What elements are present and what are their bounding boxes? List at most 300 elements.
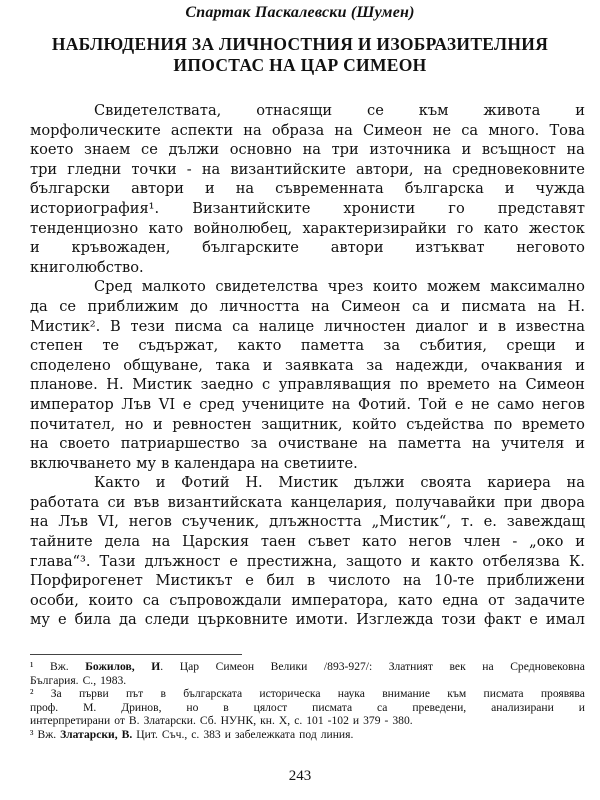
word: български	[30, 180, 111, 198]
body-line	[30, 591, 585, 611]
word: степен	[30, 337, 83, 355]
word: съученик,	[181, 513, 260, 531]
word: бил	[266, 572, 295, 590]
word: три	[331, 141, 359, 159]
body-line	[30, 552, 585, 572]
word: една	[442, 591, 479, 609]
word: представят	[497, 199, 585, 217]
word: аспекти	[170, 121, 234, 139]
word: е	[454, 395, 464, 413]
body-line	[30, 610, 585, 630]
body-line	[30, 140, 585, 160]
word: Фотий	[181, 474, 230, 492]
word: на	[243, 121, 262, 139]
word: го	[456, 219, 474, 237]
word: за	[250, 435, 268, 453]
word: свидетелства	[215, 278, 319, 296]
word: своята	[420, 474, 472, 492]
word: на	[423, 160, 443, 178]
word: почитател,	[30, 415, 116, 433]
word: Цит.	[136, 727, 158, 741]
body-line	[30, 258, 585, 278]
word: длъжността	[269, 513, 362, 531]
word: 379	[363, 714, 381, 728]
word: Вж.	[50, 660, 69, 673]
word: имоти.	[295, 611, 349, 629]
word: към	[418, 102, 449, 119]
word: ¹	[30, 660, 34, 673]
body-line	[30, 356, 585, 376]
word: ревностен	[172, 415, 252, 433]
word: учениците	[241, 395, 325, 413]
word: писмата	[312, 700, 353, 714]
body-line	[30, 179, 585, 199]
word: отнасящи	[256, 102, 333, 119]
word: защото	[346, 552, 402, 570]
word: и	[575, 356, 585, 374]
article-title	[0, 34, 600, 76]
body-line	[30, 219, 585, 239]
word: и	[478, 317, 489, 335]
word: и	[575, 435, 585, 453]
word: му	[136, 454, 157, 472]
word: завеждащ	[506, 513, 585, 531]
word: в	[160, 687, 166, 701]
word: негов	[128, 513, 172, 531]
word: за	[383, 337, 401, 355]
word: особи,	[30, 591, 79, 609]
word: за	[366, 356, 383, 374]
word: очаквания	[480, 356, 563, 374]
page-number: 243	[288, 768, 312, 784]
word: и	[262, 356, 273, 374]
word: глава“³.	[30, 552, 91, 570]
word: 10-те	[434, 572, 475, 590]
word: Мистик	[278, 474, 339, 492]
word: паметта	[397, 435, 462, 453]
word: „око	[529, 533, 564, 551]
word: на	[260, 454, 279, 472]
word: историография¹.	[30, 199, 160, 217]
body-line	[30, 434, 585, 454]
body-line	[30, 375, 585, 395]
word: както	[237, 337, 282, 355]
word: да	[119, 611, 137, 629]
word: цялост	[253, 700, 288, 714]
word: М.	[83, 700, 97, 714]
word: на	[235, 180, 255, 198]
word: към	[447, 687, 467, 701]
word: го	[448, 199, 465, 217]
word: които	[372, 278, 418, 296]
body-line	[30, 395, 585, 415]
word: във	[133, 493, 160, 511]
word: автори	[330, 239, 384, 257]
word: са	[142, 591, 160, 609]
word: в	[223, 700, 229, 714]
word: неговото	[516, 239, 585, 257]
word: съдържат,	[138, 337, 219, 355]
word: чужда	[535, 180, 585, 198]
word: те	[102, 337, 120, 355]
word: светиите.	[283, 454, 358, 472]
word: с.	[294, 714, 303, 728]
word: дължи	[168, 141, 220, 159]
word: е	[229, 552, 238, 570]
word: приближени	[486, 572, 585, 590]
word: паметта	[300, 337, 365, 355]
word: сред	[199, 395, 235, 413]
word: -102	[327, 714, 349, 728]
word: му	[30, 611, 50, 629]
word: Както	[94, 474, 140, 492]
word: заедно	[200, 376, 254, 394]
word: не	[471, 395, 490, 413]
title-line-1: НАБЛЮДЕНИЯ ЗА ЛИЧНОСТНИЯ И ИЗОБРАЗИТЕЛНИЯ	[51, 34, 549, 54]
word: в	[497, 317, 507, 335]
word: е.	[483, 513, 497, 531]
word: кръвожаден,	[71, 239, 171, 257]
word: на	[201, 160, 221, 178]
word: византийската	[167, 493, 283, 511]
word: задачите	[514, 591, 585, 609]
word: на	[498, 376, 517, 394]
word: известна	[515, 317, 585, 335]
word: двора	[540, 493, 585, 511]
word: хронисти	[343, 199, 416, 217]
word: морфолическите	[30, 121, 161, 139]
word: линия.	[320, 727, 354, 741]
word: получавайки	[395, 493, 496, 511]
word: императора,	[291, 591, 389, 609]
word: Х,	[278, 714, 291, 728]
footnote-separator	[30, 654, 242, 655]
body-line	[30, 121, 585, 141]
word: до	[190, 297, 208, 315]
word: византийските	[230, 160, 346, 178]
word: както	[429, 552, 474, 570]
word: негов	[541, 395, 585, 413]
word: Златарски.	[143, 714, 196, 728]
word: кн.	[260, 714, 275, 728]
word: 380.	[392, 714, 413, 728]
word: така	[215, 356, 251, 374]
body-line	[30, 512, 585, 532]
word: факт	[483, 611, 522, 629]
word: Златарски,	[60, 727, 118, 741]
word: VI	[158, 395, 176, 413]
word: и	[440, 297, 451, 315]
word: първи	[78, 687, 109, 701]
word: можем	[426, 278, 481, 296]
word: книголюбство.	[30, 258, 144, 276]
word: автори	[131, 180, 184, 198]
word: Мистикът	[155, 572, 233, 590]
word: гледни	[67, 160, 122, 178]
word: очистване	[278, 435, 358, 453]
word: в	[306, 572, 316, 590]
word: -	[512, 533, 518, 551]
word: България.	[30, 673, 79, 687]
word: като	[362, 533, 397, 551]
word: са	[377, 700, 388, 714]
footnote-2-line	[30, 687, 585, 701]
word: диалог	[415, 317, 469, 335]
word: Н.	[245, 474, 263, 492]
word: Фотий.	[357, 395, 412, 413]
word: Тази	[99, 552, 136, 570]
word: анализирани	[491, 700, 554, 714]
word: В.	[128, 714, 140, 728]
word: с.	[191, 727, 200, 741]
word: но	[124, 415, 144, 433]
word: българската	[183, 687, 243, 701]
footnote-1-line	[30, 674, 585, 688]
body-line	[30, 101, 585, 121]
word: Лъв	[121, 395, 152, 413]
word: Порфирогенет	[30, 572, 143, 590]
word: на	[482, 660, 494, 673]
footnote-3-line	[30, 728, 585, 742]
word: историческа	[259, 687, 321, 701]
word: средновековните	[452, 160, 585, 178]
word: който	[352, 415, 397, 433]
word: защитник,	[261, 415, 343, 433]
word: Н.	[567, 297, 585, 315]
article-body	[30, 101, 585, 630]
word: Сред	[94, 278, 133, 296]
body-line	[30, 238, 585, 258]
word: патриаршество	[120, 435, 240, 453]
word: на	[537, 297, 557, 315]
word: Лъв	[58, 513, 89, 531]
word: кариера	[487, 474, 551, 492]
word: максимално	[490, 278, 585, 296]
word: приближим	[87, 297, 179, 315]
word: Златният	[388, 660, 433, 673]
word: била	[74, 611, 112, 629]
word: За	[50, 687, 62, 701]
body-line	[30, 454, 585, 474]
word: като	[148, 219, 184, 237]
word: Дринов,	[121, 700, 162, 714]
word: се	[141, 141, 158, 159]
word: като	[397, 591, 433, 609]
word: по	[493, 415, 513, 433]
body-line	[30, 317, 585, 337]
word: общуване,	[123, 356, 203, 374]
word: Н.	[106, 376, 124, 394]
word: учителя	[501, 435, 565, 453]
word: войнолюбец,	[193, 219, 293, 237]
word: т.	[460, 513, 474, 531]
word: и	[504, 180, 515, 198]
word: споделено	[30, 356, 111, 374]
word: си	[107, 493, 126, 511]
body-line	[30, 160, 585, 180]
word: VI,	[97, 513, 119, 531]
word: В.	[121, 727, 133, 741]
word: всъщност	[481, 141, 556, 159]
word: внимание	[382, 687, 431, 701]
word: автори,	[356, 160, 414, 178]
word: канцелария,	[290, 493, 388, 511]
word: не	[432, 121, 452, 139]
word: К.	[568, 552, 585, 570]
word: тези	[130, 317, 165, 335]
word: НУНК,	[220, 714, 257, 728]
word: Византийските	[192, 199, 311, 217]
word: и	[153, 415, 163, 433]
word: на	[151, 533, 171, 551]
word: на	[302, 141, 321, 159]
word: на	[402, 572, 422, 590]
word: източника	[369, 141, 451, 159]
word: заявката	[284, 356, 354, 374]
word: 101	[306, 714, 324, 728]
word: работата	[30, 493, 100, 511]
word: времето	[521, 415, 585, 433]
word: под	[299, 727, 317, 741]
word: с	[261, 376, 271, 394]
word: на	[311, 297, 330, 315]
word: таен	[260, 533, 297, 551]
word: включването	[30, 454, 132, 472]
word: длъжност	[144, 552, 221, 570]
word: българска	[404, 180, 484, 198]
word: Царския	[182, 533, 250, 551]
word: са	[232, 317, 249, 335]
word: Средновековна	[510, 660, 585, 673]
word: и	[410, 552, 421, 570]
word: знаем	[84, 141, 131, 159]
word: и	[575, 102, 585, 119]
word: от	[114, 714, 125, 728]
word: съвременната	[275, 180, 384, 198]
word: и	[224, 727, 231, 741]
word: малкото	[141, 278, 206, 296]
word: Велики	[270, 660, 308, 673]
word: времето	[426, 376, 490, 394]
word: писмата	[461, 297, 527, 315]
word: съдейства	[406, 415, 485, 433]
word: характеризирайки	[302, 219, 447, 237]
word: Свидетелствата,	[94, 102, 222, 119]
word: този	[441, 611, 476, 629]
word: по	[399, 376, 419, 394]
word: надежди,	[395, 356, 469, 374]
word: е	[245, 572, 254, 590]
word: и	[30, 239, 40, 257]
word: дела	[104, 533, 141, 551]
word: налице	[258, 317, 315, 335]
word: съпровождали	[169, 591, 282, 609]
word: са	[461, 121, 479, 139]
word: и	[204, 180, 215, 198]
word: преведени,	[412, 700, 467, 714]
word: наука	[337, 687, 365, 701]
word: управляващия	[278, 376, 392, 394]
word: проявява	[540, 687, 585, 701]
word: Мистик	[132, 376, 192, 394]
word: Симеон	[363, 121, 423, 139]
word: път	[125, 687, 144, 701]
word: но	[186, 700, 199, 714]
word: планове.	[30, 376, 98, 394]
word: ²	[30, 687, 34, 701]
word: три	[30, 160, 58, 178]
word: престижна,	[246, 552, 338, 570]
word: член	[463, 533, 501, 551]
word: и	[575, 337, 585, 355]
word: се	[59, 297, 77, 315]
word: съвет	[307, 533, 351, 551]
word: забележката	[234, 727, 296, 741]
word: образа	[271, 121, 325, 139]
word: В	[110, 317, 121, 335]
word: жесток	[528, 219, 585, 237]
word: календара	[174, 454, 256, 472]
word: числото	[327, 572, 391, 590]
word: се	[367, 102, 384, 119]
word: на	[368, 435, 388, 453]
word: и	[352, 714, 360, 728]
word: на	[334, 121, 353, 139]
title-line-2: ИПОСТАС НА ЦАР СИМЕОН	[173, 55, 427, 75]
word: Той	[418, 395, 448, 413]
word: Симеон	[341, 297, 401, 315]
word: имал	[545, 611, 585, 629]
word: на	[30, 435, 49, 453]
body-line	[30, 532, 585, 552]
word: което	[30, 141, 74, 159]
word: ³	[30, 727, 34, 741]
word: проф.	[30, 700, 59, 714]
body-line	[30, 415, 585, 435]
word: и	[578, 700, 585, 714]
word: Съч.,	[161, 727, 188, 741]
word: Вж.	[37, 727, 57, 741]
word: и	[575, 533, 585, 551]
word: император	[30, 395, 114, 413]
word: чрез	[327, 278, 364, 296]
word: личността	[219, 297, 300, 315]
word: много.	[488, 121, 540, 139]
word: събития,	[419, 337, 488, 355]
word: Симеон	[525, 376, 585, 394]
word: Изглежда	[356, 611, 434, 629]
word: век	[449, 660, 466, 673]
word: -	[186, 160, 192, 178]
word: при	[503, 493, 533, 511]
word: на	[30, 513, 49, 531]
word: тайните	[30, 533, 93, 551]
word: е	[182, 395, 192, 413]
author-line: Спартак Паскалевски (Шумен)	[185, 4, 415, 21]
word: Това	[549, 121, 585, 139]
word: отбелязва	[482, 552, 560, 570]
word: 383	[203, 727, 221, 741]
word: Мистик².	[30, 317, 101, 335]
word: да	[30, 297, 48, 315]
body-line	[30, 473, 585, 493]
footnote-2-line	[30, 714, 585, 728]
word: са	[412, 297, 429, 315]
word: 1983.	[100, 673, 127, 687]
word: писмата	[483, 687, 524, 701]
body-line	[30, 297, 585, 317]
word: църковните	[197, 611, 288, 629]
